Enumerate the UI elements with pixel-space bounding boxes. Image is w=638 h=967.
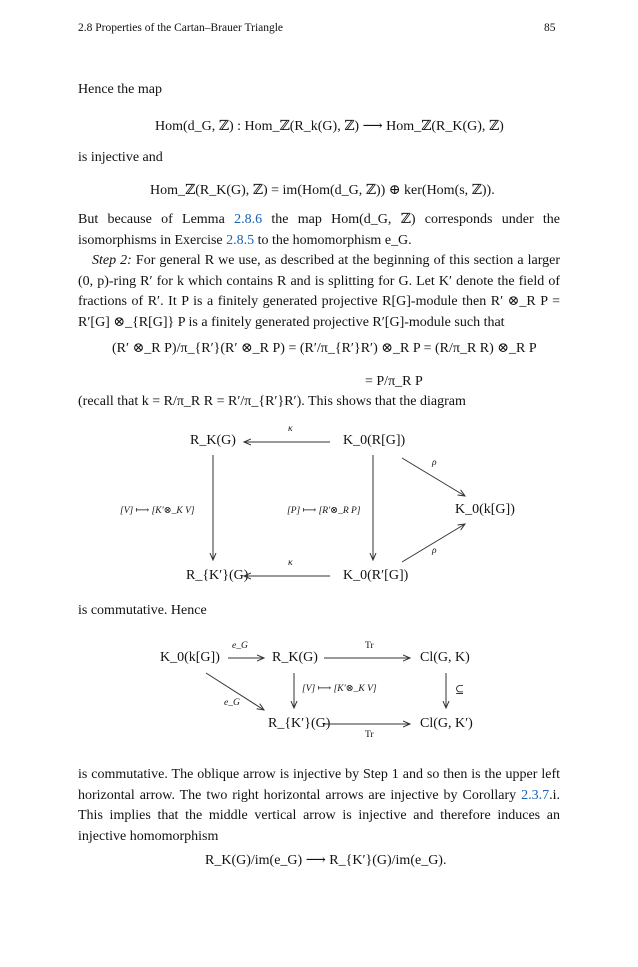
step-2-label: Step 2: bbox=[92, 253, 132, 268]
label-eg-top: e_G bbox=[232, 641, 248, 651]
paragraph-conclusion-text-b: .i. This implies that the middle vertical arrow is injective and therefore induces an injective homomorphism bbox=[78, 787, 560, 844]
paragraph-injective: is injective and bbox=[78, 150, 163, 165]
paragraph-hence: Hence the map bbox=[78, 82, 162, 97]
paragraph-lemma-text-a: But because of Lemma bbox=[78, 212, 235, 227]
running-header: 2.8 Properties of the Cartan–Brauer Triangle bbox=[78, 22, 284, 34]
link-lemma-2-8-6[interactable]: 2.8.6 bbox=[234, 212, 263, 227]
label-kappa-bottom: κ bbox=[288, 558, 293, 568]
equation-direct-sum: Hom_ℤ(R_K(G), ℤ) = im(Hom(d_G, ℤ)) ⊕ ker(Hom(s, ℤ)). bbox=[150, 183, 495, 198]
label-rho-bottom: ρ bbox=[432, 546, 437, 556]
page-number: 85 bbox=[544, 22, 556, 34]
node-k0-k-g: K_0(k[G]) bbox=[455, 502, 515, 517]
arrow-rho-top bbox=[402, 458, 465, 496]
node2-rk-prime-g: R_{K′}(G) bbox=[268, 716, 331, 731]
node2-cl-g-k-prime: Cl(G, K′) bbox=[420, 716, 473, 731]
label-middle-vertical: [P] ⟼ [R′⊗_R P] bbox=[287, 506, 361, 516]
paragraph-recall: (recall that k = R/π_R R = R′/π_{R′}R′). This shows that the diagram bbox=[78, 394, 466, 409]
paragraph-lemma-text-b: the map Hom(d_G, ℤ) corresponds under the isomorphisms in Exercise bbox=[78, 212, 560, 248]
paragraph-commutative-hence: is commutative. Hence bbox=[78, 603, 207, 618]
node2-cl-g-k: Cl(G, K) bbox=[420, 650, 470, 665]
arrow-rho-bottom bbox=[402, 524, 465, 562]
label-tr-top: Tr bbox=[365, 641, 374, 651]
step-2-text: For general R we use, as described at the beginning of this section a larger (0, p)-ring R′ for k which contains R and is splitting for G. Let K′ denote the field of fractions of R′. It P is a finitely generated projective R[G]-module then R′ ⊗_R P = R′[G] ⊗_{R[G]} P is a finitely generated projective R′[G]-module such that bbox=[78, 253, 561, 330]
link-exercise-2-8-5[interactable]: 2.8.5 bbox=[226, 232, 255, 248]
node-rk-prime-g: R_{K′}(G) bbox=[186, 568, 249, 583]
node2-rk-g: R_K(G) bbox=[272, 650, 318, 665]
node-k0-r-prime-g: K_0(R′[G]) bbox=[343, 568, 409, 583]
node2-k0-k-g: K_0(k[G]) bbox=[160, 650, 220, 665]
label-mid-vertical: [V] ⟼ [K′⊗_K V] bbox=[302, 684, 377, 694]
paragraph-lemma-text-c: to the homomorphism e_G. bbox=[254, 232, 412, 248]
equation-quotient-line-2: = P/π_R P bbox=[365, 374, 423, 389]
node-k0-r-g: K_0(R[G]) bbox=[343, 433, 406, 448]
label-subset: ⊆ bbox=[455, 684, 465, 696]
label-rho-top: ρ bbox=[432, 458, 437, 468]
equation-quotient-line-1: (R′ ⊗_R P)/π_{R′}(R′ ⊗_R P) = (R′/π_{R′}R′) ⊗_R P = (R/π_R R) ⊗_R P bbox=[112, 341, 537, 356]
label-tr-bottom: Tr bbox=[365, 730, 374, 740]
label-eg-diagonal: e_G bbox=[224, 698, 240, 708]
label-left-vertical: [V] ⟼ [K′⊗_K V] bbox=[120, 506, 195, 516]
equation-quotient-map: R_K(G)/im(e_G) ⟶ R_{K′}(G)/im(e_G). bbox=[205, 853, 447, 868]
link-corollary-2-3-7[interactable]: 2.3.7 bbox=[521, 787, 550, 803]
label-kappa-top: κ bbox=[288, 424, 293, 434]
equation-hom-map: Hom(d_G, ℤ) : Hom_ℤ(R_k(G), ℤ) ⟶ Hom_ℤ(R_K(G), ℤ) bbox=[155, 119, 504, 134]
node-rk-g: R_K(G) bbox=[190, 433, 236, 448]
paragraph-conclusion-text-a: is commutative. The oblique arrow is injective by Step 1 and so then is the upper left horizontal arrow. The two right horizontal arrows are injective by Corollary bbox=[78, 767, 560, 803]
arrow-eg-diagonal bbox=[206, 673, 264, 710]
